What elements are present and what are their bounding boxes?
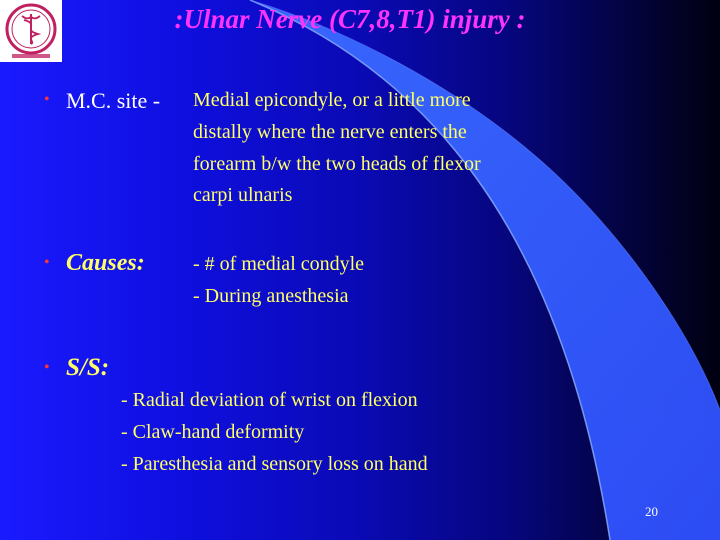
bullet-marker: •: [44, 254, 50, 271]
causes-line-1: - # of medial condyle: [193, 253, 365, 275]
signs-line-2: - Claw-hand deformity: [121, 421, 305, 443]
bullet-label-signs-symptoms: S/S:: [66, 354, 110, 381]
slide-number: 20: [645, 504, 658, 519]
bullet-marker: •: [44, 359, 50, 376]
slide-title: :Ulnar Nerve (C7,8,T1) injury :: [174, 4, 526, 34]
mc-site-line-2: distally where the nerve enters the: [193, 121, 467, 143]
bullet-marker: •: [44, 91, 50, 108]
mc-site-line-3: forearm b/w the two heads of flexor: [193, 153, 481, 175]
bullet-label-mc-site: M.C. site -: [66, 88, 161, 113]
signs-line-3: - Paresthesia and sensory loss on hand: [121, 453, 428, 475]
mc-site-line-4: carpi ulnaris: [193, 184, 293, 206]
bullet-label-causes: Causes:: [66, 250, 145, 276]
mc-site-line-1: Medial epicondyle, or a little more: [193, 89, 471, 111]
signs-line-1: - Radial deviation of wrist on flexion: [121, 389, 418, 411]
causes-line-2: - During anesthesia: [193, 285, 349, 307]
